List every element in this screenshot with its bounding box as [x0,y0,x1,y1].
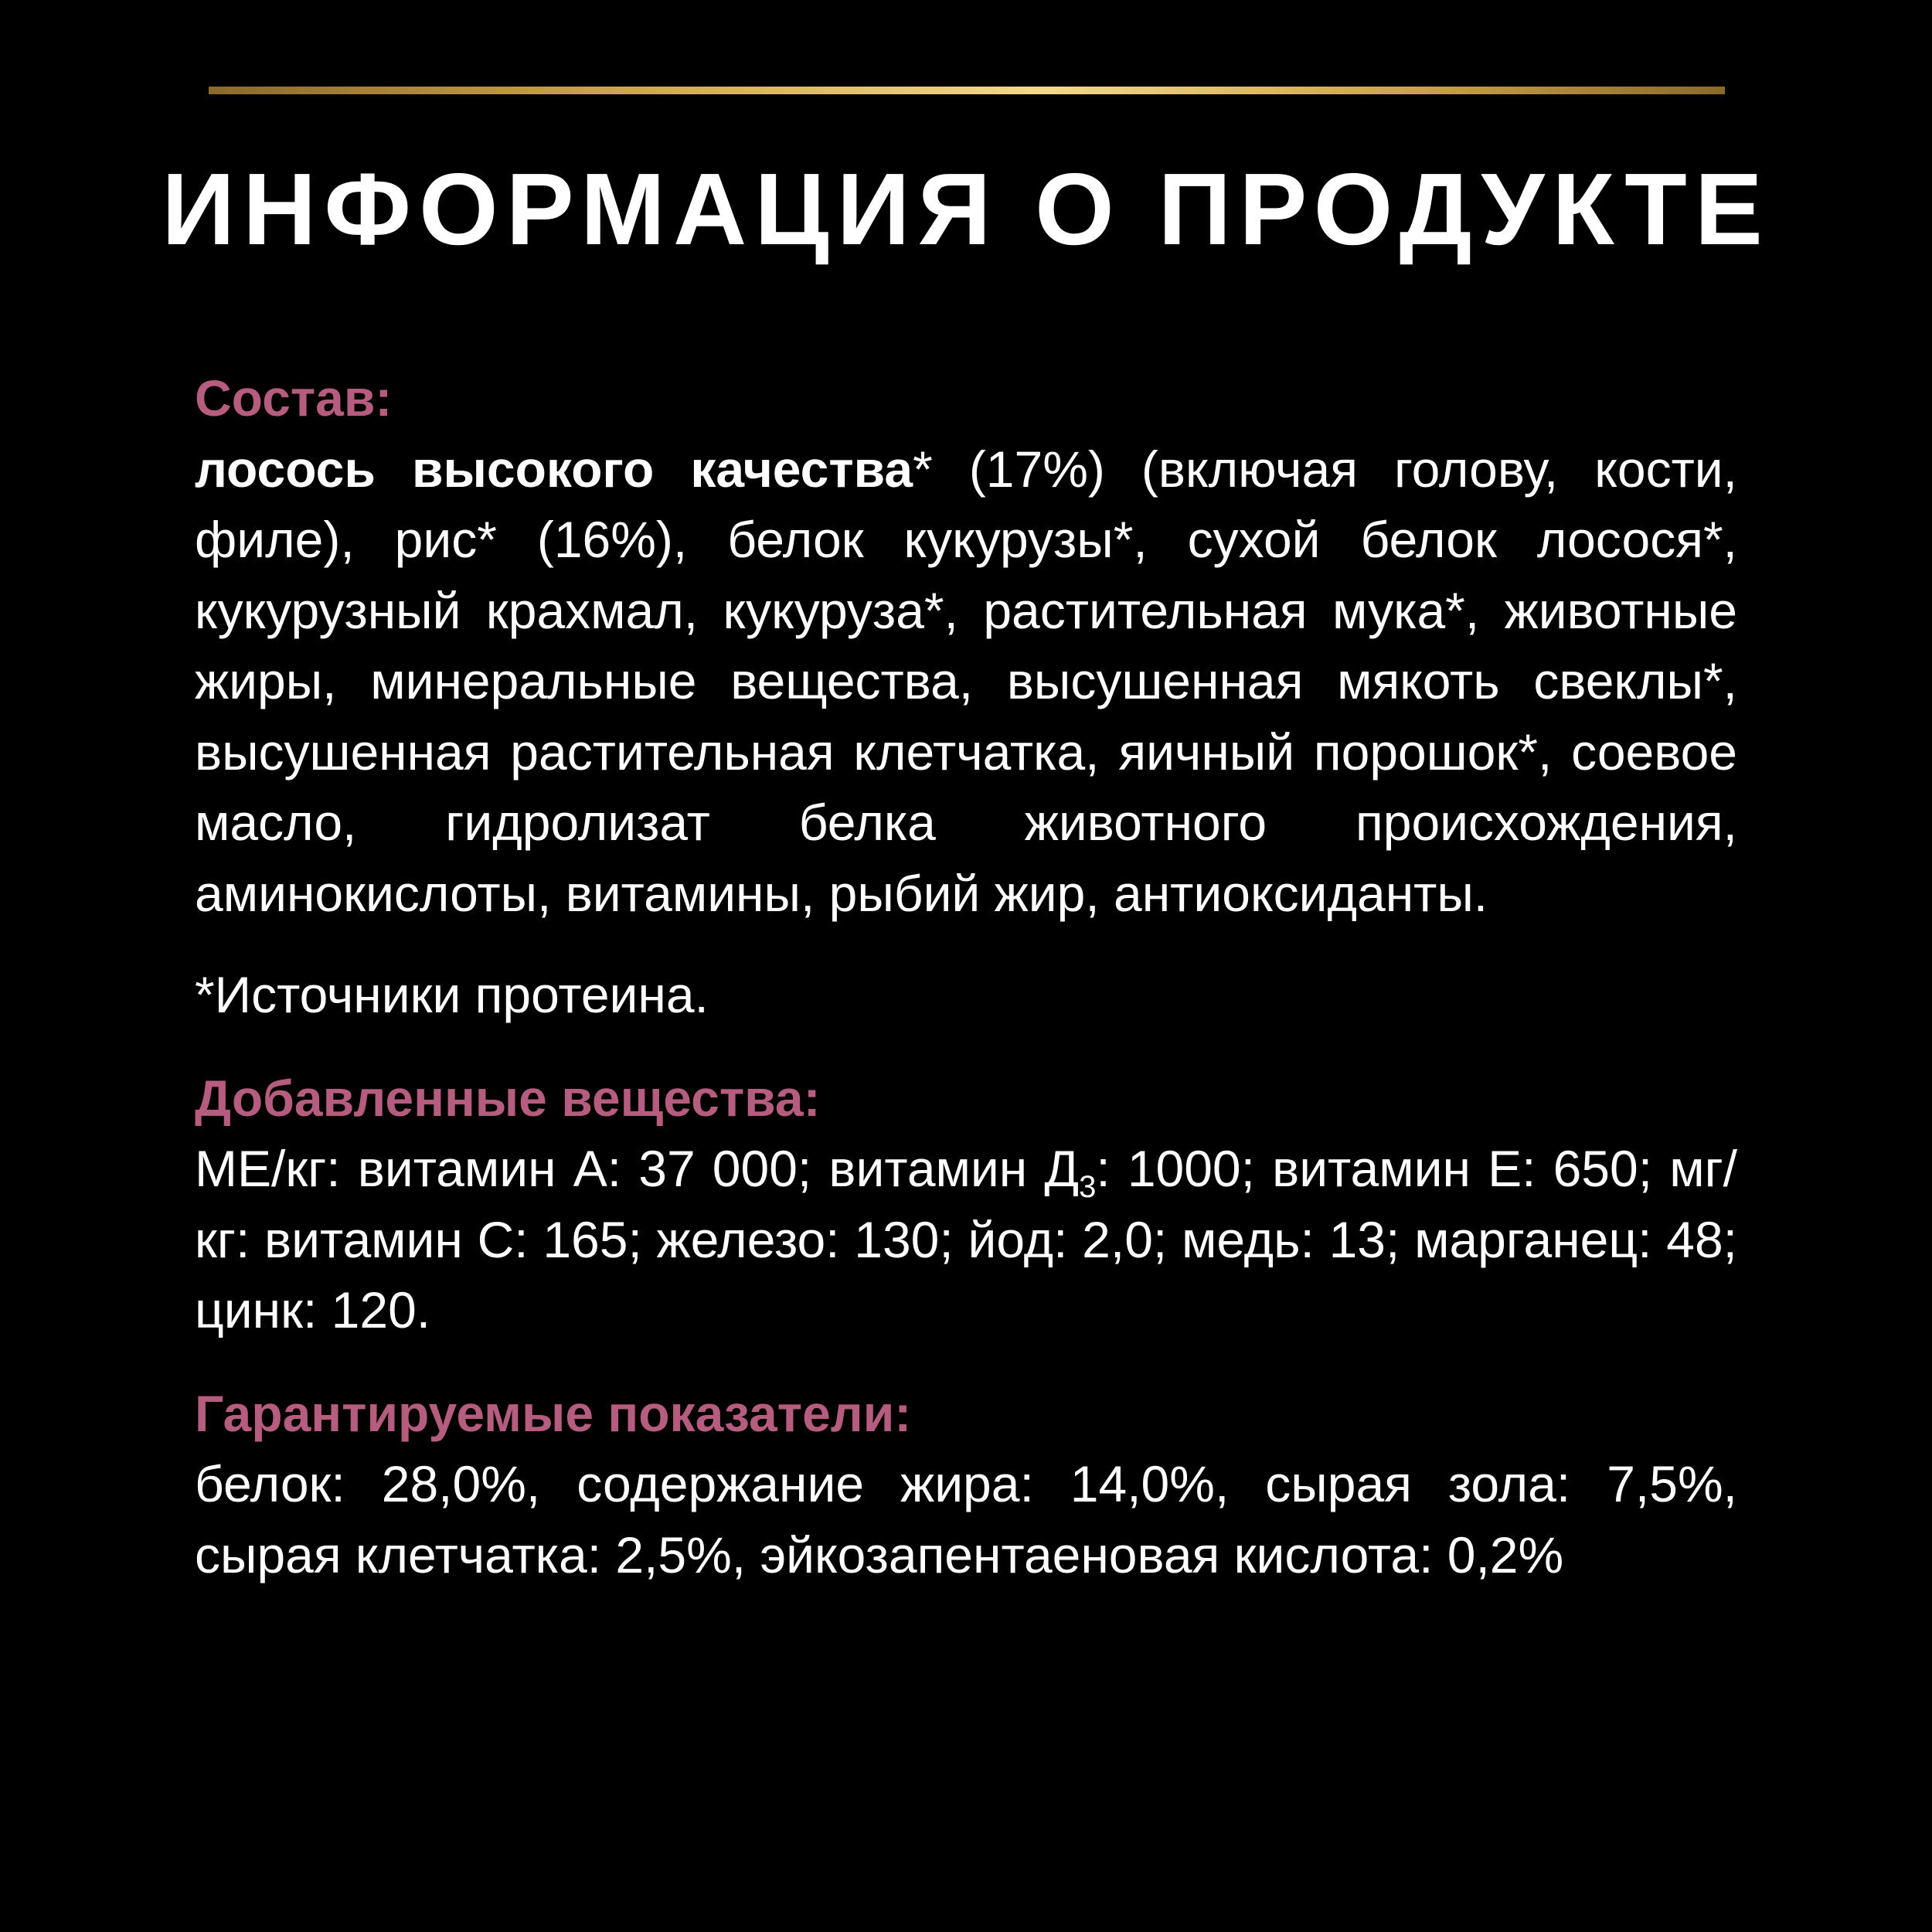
protein-footnote: *Источники протеина. [195,966,709,1023]
additives-text-part2: : 1000; витамин Е: 650; мг/кг: витамин С: 165; железо: 130; йод: 2,0; медь: 13; марганец: 48; цинк: 120. [195,1140,1737,1338]
product-info [195,363,1737,1590]
additives-heading: Добавленные вещества: [195,1069,821,1127]
composition-lead: лосось высокого качества [195,440,913,498]
gold-divider [209,87,1725,94]
vitamin-d-subscript: 3 [1079,1170,1097,1205]
additives-section [195,1063,1737,1346]
page-title: ИНФОРМАЦИЯ О ПРОДУКТЕ [162,152,1770,266]
composition-text [195,434,1737,930]
guaranteed-heading: Гарантируемые показатели: [195,1384,912,1442]
composition-body: * (17%) (включая голову, кости, филе), рис* (16%), белок кукурузы*, сухой белок лосося*, кукурузный крахмал, кукуруза*, растительная мука*, животные жиры, минеральные вещества, высушенная мякоть свеклы*, высушенная растительная клетчатка, яичный порошок*, соевое масло, гидролизат белка животного происхождения, аминокислоты, витамины, рыбий жир, антиоксиданты. [195,440,1737,922]
guaranteed-text: белок: 28,0%, содержание жира: 14,0%, сырая зола: 7,5%, сырая клетчатка: 2,5%, эйкозапентаеновая кислота: 0,2% [195,1455,1737,1583]
guaranteed-section [195,1379,1737,1591]
composition-heading: Состав: [195,369,393,427]
additives-text-part1: МЕ/кг: витамин А: 37 000; витамин Д [195,1140,1080,1197]
additives-text [195,1134,1737,1346]
